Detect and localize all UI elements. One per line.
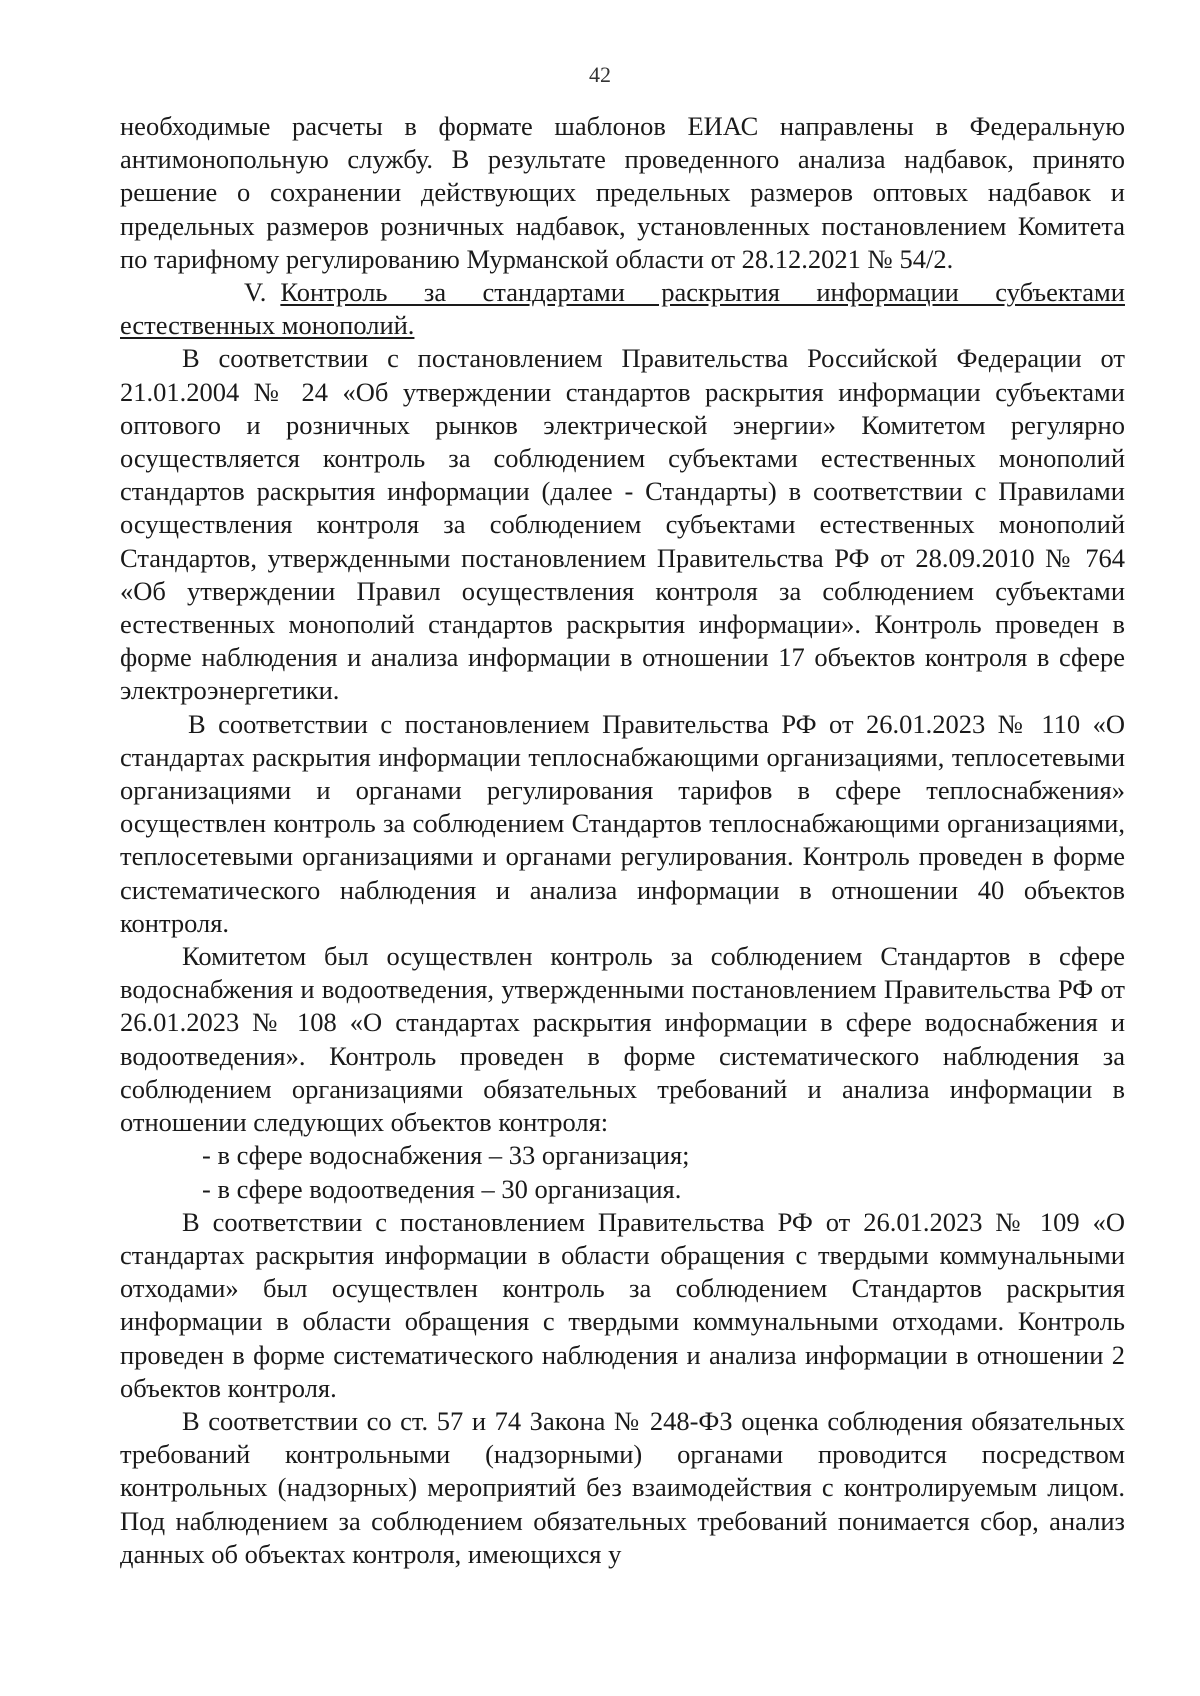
paragraph-heat-supply-standards: В соответствии с постановлением Правительства РФ от 26.01.2023 № 110 «О стандартах раскрытия информации теплоснабжающими организациями, теплосетевыми организациями и органами регулирования тарифов в сфере теплоснабжения» осуществлен контроль за соблюдением Стандартов теплоснабжающими организациями, теплосетевыми организациями и органами регулирования. Контроль проведен в форме систематического наблюдения и анализа информации в отношении 40 объектов контроля.	[120, 708, 1125, 938]
paragraph-solid-waste-standards: В соответствии с постановлением Правительства РФ от 26.01.2023 № 109 «О стандартах раскрытия информации в области обращения с твердыми коммунальными отходами» был осуществлен контроль за соблюдением Стандартов раскрытия информации в области обращения с твердыми коммунальными отходами. Контроль проведен в форме систематического наблюдения и анализа информации в отношении 2 объектов контроля.	[120, 1206, 1125, 1403]
section-title: Контроль за стандартами раскрытия информации субъектами естественных монополий.	[120, 277, 1125, 341]
paragraph-electricity-standards: В соответствии с постановлением Правительства Российской Федерации от 21.01.2004 № 24 «Об утверждении стандартов раскрытия информации субъектами оптового и розничных рынков электрической энергии» Комитетом регулярно осуществляется контроль за соблюдением субъектами естественных монополий стандартов раскрытия информации (далее - Стандарты) в соответствии с Правилами осуществления контроля за соблюдением субъектами естественных монополий Стандартов, утвержденными постановлением Правительства РФ от 28.09.2010 № 764 «Об утверждении Правил осуществления контроля за соблюдением субъектами естественных монополий стандартов раскрытия информации». Контроль проведен в форме наблюдения и анализа информации в отношении 17 объектов контроля в сфере электроэнергетики.	[120, 343, 1125, 706]
paragraph-water-supply-standards: Комитетом был осуществлен контроль за соблюдением Стандартов в сфере водоснабжения и водоотведения, утвержденными постановлением Правительства РФ от 26.01.2023 № 108 «О стандартах раскрытия информации в сфере водоснабжения и водоотведения». Контроль проведен в форме систематического наблюдения за соблюдением организациями обязательных требований и анализа информации в отношении следующих объектов контроля:	[120, 941, 1125, 1138]
section-heading	[120, 276, 1125, 342]
page-number: 42	[589, 62, 611, 87]
document-body	[120, 110, 1125, 1571]
list-item-water-disposal: - в сфере водоотведения – 30 организация.	[202, 1173, 682, 1204]
section-number: V.	[244, 277, 267, 308]
paragraph-retail-markups: необходимые расчеты в формате шаблонов ЕИАС направлены в Федеральную антимонопольную службу. В результате проведенного анализа надбавок, принято решение о сохранении действующих предельных размеров оптовых надбавок и предельных размеров розничных надбавок, установленных постановлением Комитета по тарифному регулированию Мурманской области от 28.12.2021 № 54/2.	[120, 111, 1125, 274]
list-item-water-supply: - в сфере водоснабжения – 33 организация;	[202, 1140, 690, 1171]
paragraph-law-248-fz: В соответствии со ст. 57 и 74 Закона № 248-ФЗ оценка соблюдения обязательных требований контрольными (надзорными) органами проводится посредством контрольных (надзорных) мероприятий без взаимодействия с контролируемым лицом. Под наблюдением за соблюдением обязательных требований понимается сбор, анализ данных об объектах контроля, имеющихся у	[120, 1405, 1125, 1569]
